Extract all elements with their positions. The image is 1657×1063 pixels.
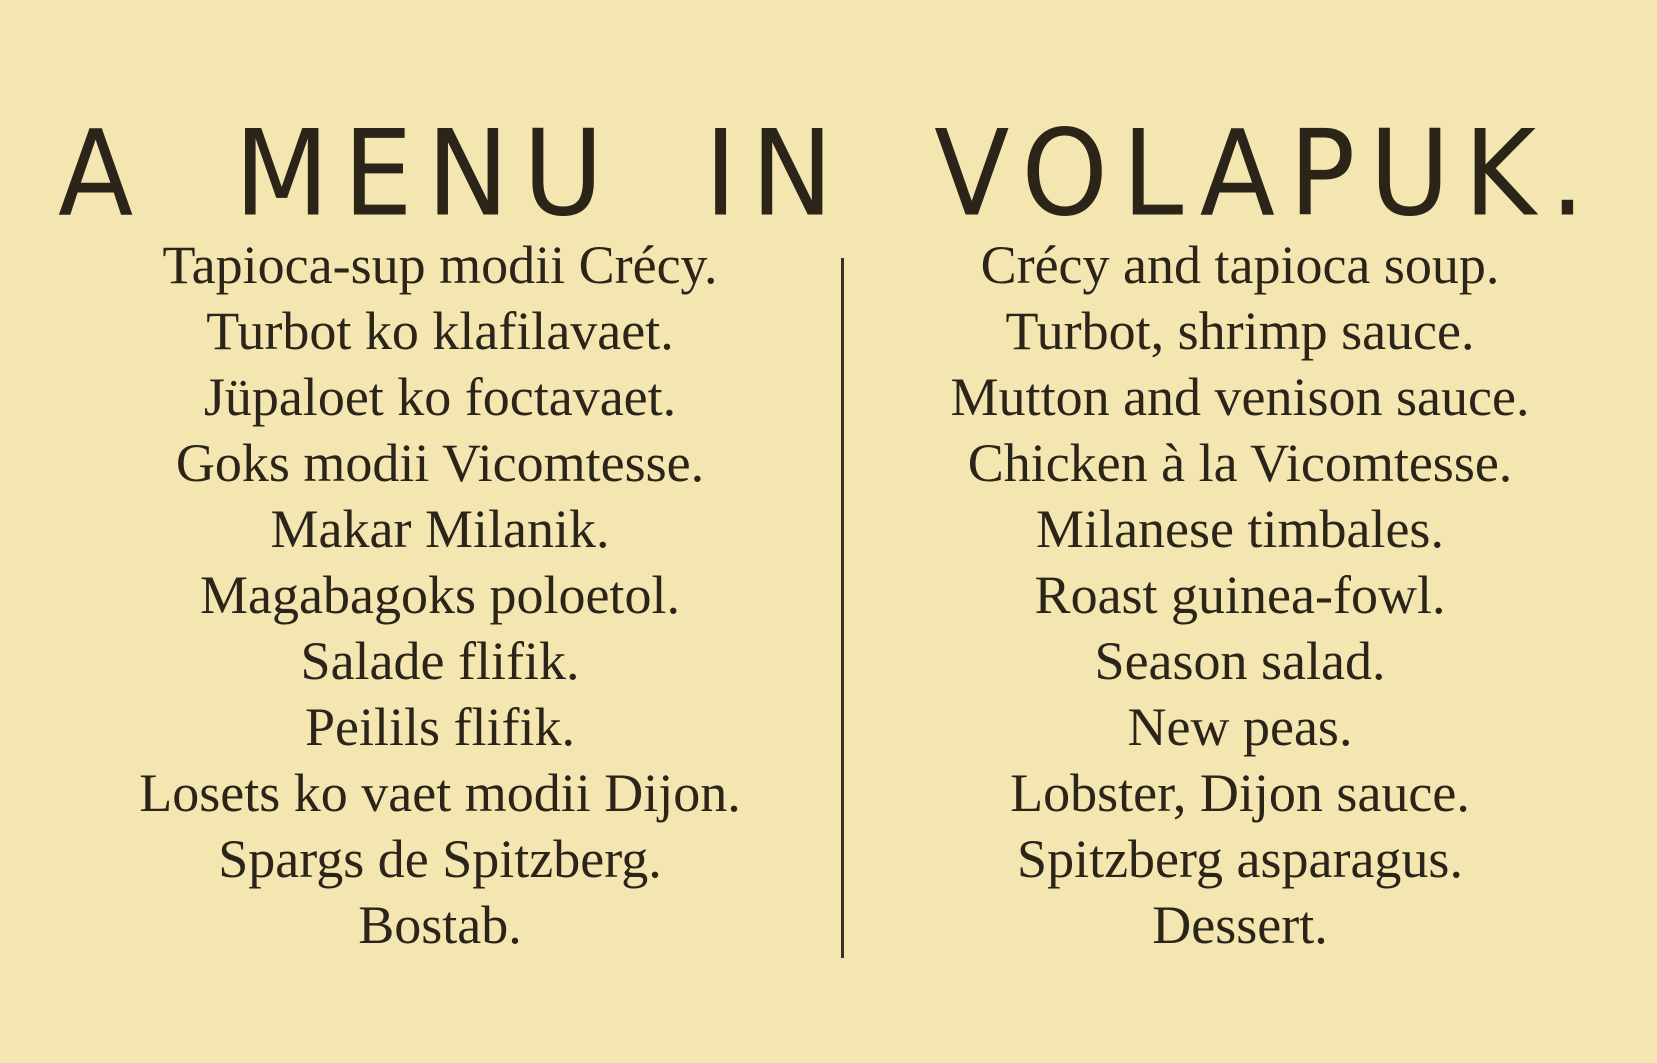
english-menu-item: Chicken à la Vicomtesse. [967, 433, 1513, 493]
english-menu-item: Lobster, Dijon sauce. [1010, 763, 1470, 823]
volapuk-menu-item: Bostab. [358, 895, 522, 955]
english-menu-column [860, 232, 1620, 958]
volapuk-menu-item: Salade flifik. [300, 631, 580, 691]
volapuk-menu-item: Peilils flifik. [305, 697, 575, 757]
page-title: A MENU IN VOLAPUK. [58, 103, 1599, 243]
volapuk-menu-item: Turbot ko klafilavaet. [206, 301, 674, 361]
english-menu-item: Crécy and tapioca soup. [980, 235, 1500, 295]
english-menu-item: Season salad. [1094, 631, 1386, 691]
english-menu-item: Milanese timbales. [1036, 499, 1444, 559]
english-menu-item: Dessert. [1152, 895, 1328, 955]
english-menu-item: Spitzberg asparagus. [1017, 829, 1463, 889]
volapuk-menu-item: Makar Milanik. [270, 499, 610, 559]
volapuk-menu-item: Jüpaloet ko foctavaet. [203, 367, 677, 427]
english-menu-item: Turbot, shrimp sauce. [1005, 301, 1475, 361]
volapuk-menu-item: Magabagoks poloetol. [200, 565, 680, 625]
volapuk-menu-column [60, 232, 820, 958]
volapuk-menu-item: Tapioca-sup modii Crécy. [162, 235, 718, 295]
english-menu-item: Mutton and venison sauce. [950, 367, 1530, 427]
english-menu-item: Roast guinea-fowl. [1034, 565, 1446, 625]
volapuk-menu-item: Spargs de Spitzberg. [218, 829, 662, 889]
english-menu-item: New peas. [1127, 697, 1353, 757]
volapuk-menu-item: Losets ko vaet modii Dijon. [139, 763, 741, 823]
volapuk-menu-item: Goks modii Vicomtesse. [175, 433, 705, 493]
column-divider [841, 258, 844, 958]
